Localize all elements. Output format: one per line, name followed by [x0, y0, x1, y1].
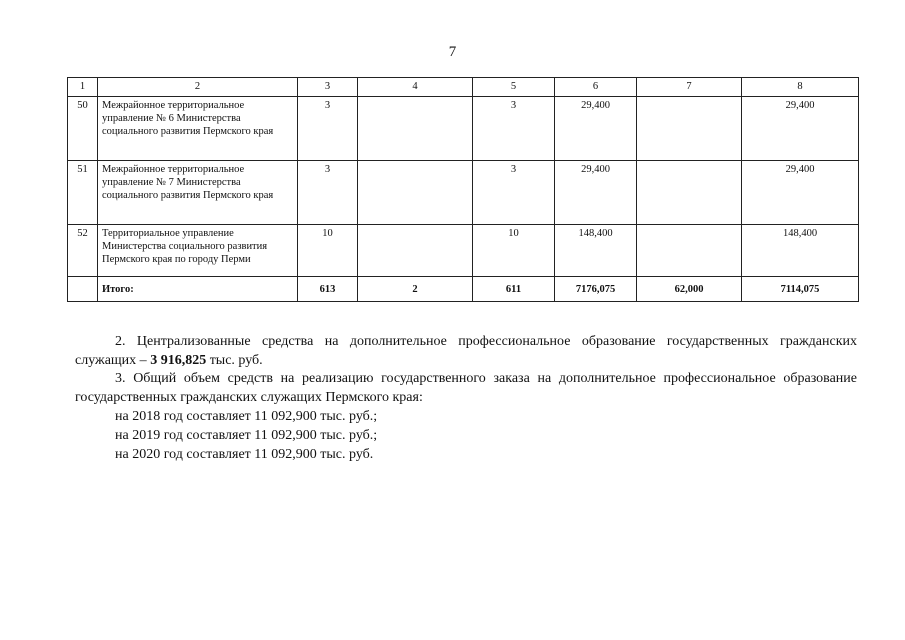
total-cell: 7114,075 [742, 277, 859, 302]
total-cell: 613 [298, 277, 358, 302]
page-number: 7 [448, 44, 457, 60]
row-cell: 3 [298, 97, 358, 161]
paragraph-3: 3. Общий объем средств на реализацию государственного заказа на дополнительное профессиональное образование государственных гражданских служащих Пермского края: [75, 371, 857, 405]
header-cell: 5 [473, 78, 555, 97]
paragraph-2-amount: 3 916,825 [150, 353, 207, 368]
budget-table [67, 77, 859, 302]
table-total-row [68, 277, 859, 302]
row-cell: 148,400 [555, 225, 637, 277]
row-cell: 10 [298, 225, 358, 277]
year-line-2020: на 2020 год составляет 11 092,900 тыс. руб. [115, 447, 374, 462]
row-cell [358, 225, 473, 277]
total-cell: 611 [473, 277, 555, 302]
row-cell: 10 [473, 225, 555, 277]
paragraph-2-text: 2. Централизованные средства на дополнительное профессиональное образование государственных гражданских служащих – [75, 334, 857, 368]
header-cell: 6 [555, 78, 637, 97]
row-cell [637, 161, 742, 225]
paragraph-2 [75, 332, 857, 370]
total-number [68, 277, 98, 302]
table-row [68, 161, 859, 225]
row-cell: 3 [473, 161, 555, 225]
header-cell: 3 [298, 78, 358, 97]
row-number: 51 [68, 161, 98, 225]
row-number: 52 [68, 225, 98, 277]
row-cell [358, 161, 473, 225]
header-cell: 7 [637, 78, 742, 97]
header-cell: 1 [68, 78, 98, 97]
row-cell: 3 [473, 97, 555, 161]
row-name: Межрайонное территориальное управление № 7 Министерства социального развития Пермского края [98, 161, 298, 225]
total-cell: 2 [358, 277, 473, 302]
row-cell: 148,400 [742, 225, 859, 277]
row-number: 50 [68, 97, 98, 161]
header-cell: 2 [98, 78, 298, 97]
row-cell [637, 225, 742, 277]
header-cell: 8 [742, 78, 859, 97]
header-cell: 4 [358, 78, 473, 97]
total-label: Итого: [98, 277, 298, 302]
row-name: Территориальное управление Министерства социального развития Пермского края по городу Перми [98, 225, 298, 277]
row-cell: 3 [298, 161, 358, 225]
row-cell: 29,400 [555, 161, 637, 225]
year-line-2018: на 2018 год составляет 11 092,900 тыс. руб.; [115, 409, 378, 424]
table-header-row [68, 78, 859, 97]
table-row [68, 225, 859, 277]
row-cell: 29,400 [555, 97, 637, 161]
table-row [68, 97, 859, 161]
row-cell [637, 97, 742, 161]
year-line-2019: на 2019 год составляет 11 092,900 тыс. руб.; [115, 428, 378, 443]
total-cell: 62,000 [637, 277, 742, 302]
row-cell [358, 97, 473, 161]
row-cell: 29,400 [742, 161, 859, 225]
paragraph-2-unit: тыс. руб. [209, 353, 263, 368]
total-cell: 7176,075 [555, 277, 637, 302]
row-cell: 29,400 [742, 97, 859, 161]
row-name: Межрайонное территориальное управление № 6 Министерства социального развития Пермского края [98, 97, 298, 161]
